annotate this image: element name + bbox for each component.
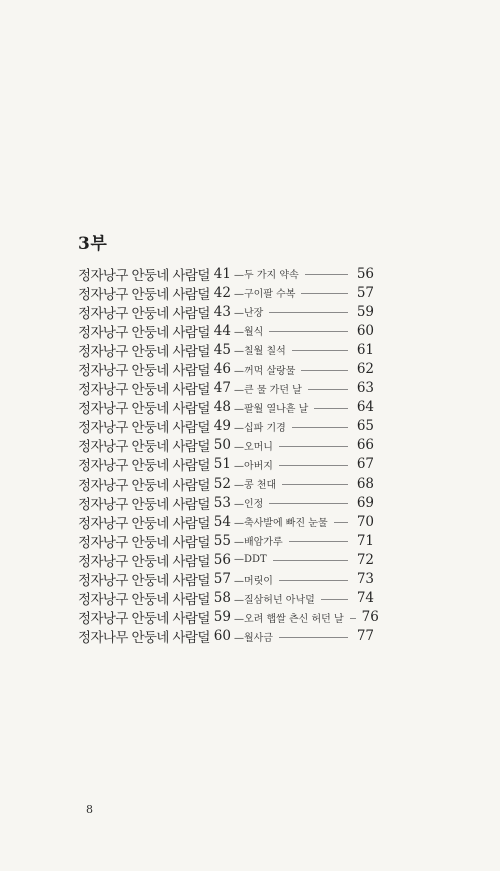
toc-entry-subtitle: —두 가지 약속 [233, 270, 299, 282]
toc-entry-page: 67 [356, 456, 374, 473]
toc-entry-number: 55 [213, 532, 231, 549]
toc-entry-page: 57 [356, 284, 374, 301]
toc-entry-page: 74 [356, 590, 374, 607]
toc-entry-subtitle: —구이팔 수복 [233, 289, 296, 301]
toc-entry-page: 72 [356, 551, 374, 568]
toc-entry-title: 정자낭구 안둥네 사람덜 [78, 305, 210, 322]
toc-leader-line [350, 618, 356, 619]
toc-entry [78, 570, 374, 589]
toc-entry-page: 63 [356, 380, 374, 397]
toc-entry-subtitle: —DDT [233, 554, 267, 566]
toc-leader-line [308, 389, 348, 390]
toc-leader-line [269, 312, 348, 313]
toc-entry-title: 정자나무 안둥네 사람덜 [78, 630, 210, 647]
toc-entry [78, 302, 374, 321]
toc-entry-number: 50 [213, 437, 231, 454]
toc-entry [78, 379, 374, 398]
toc-leader-line [273, 560, 348, 561]
toc-entry-title: 정자낭구 안둥네 사람덜 [78, 592, 210, 609]
toc-entry-page: 64 [356, 399, 374, 416]
toc-entry [78, 417, 374, 436]
page-number: 8 [86, 803, 93, 816]
toc-entry-number: 52 [213, 475, 231, 492]
toc-entry-page: 59 [356, 303, 374, 320]
toc-leader-line [282, 484, 348, 485]
toc-entry-title: 정자낭구 안둥네 사람덜 [78, 477, 210, 494]
toc-leader-line [292, 350, 348, 351]
toc-entry-page: 69 [356, 494, 374, 511]
toc-entry [78, 436, 374, 455]
toc-entry-page: 73 [356, 571, 374, 588]
toc-entry [78, 493, 374, 512]
toc-entry [78, 283, 374, 302]
toc-entry-number: 53 [213, 494, 231, 511]
toc-entry-title: 정자낭구 안둥네 사람덜 [78, 458, 210, 475]
toc-entry [78, 589, 374, 608]
toc-entry-page: 77 [356, 628, 374, 645]
toc-entry-title: 정자낭구 안둥네 사람덜 [78, 439, 210, 456]
toc-entry-title: 정자낭구 안둥네 사람덜 [78, 611, 210, 628]
toc-leader-line [301, 370, 348, 371]
toc-leader-line [279, 637, 348, 638]
toc-entry-number: 41 [213, 265, 231, 282]
toc-entry-title: 정자낭구 안둥네 사람덜 [78, 286, 210, 303]
toc-entry-title: 정자낭구 안둥네 사람덜 [78, 515, 210, 532]
toc-entry-subtitle: —아버지 [233, 460, 273, 472]
toc-entry-subtitle: —인정 [233, 499, 264, 511]
toc-leader-line [269, 331, 348, 332]
toc-entry-page: 56 [356, 265, 374, 282]
toc-entry-title: 정자낭구 안둥네 사람덜 [78, 324, 210, 341]
toc-leader-line [334, 522, 348, 523]
toc-entry-subtitle: —머릿이 [233, 575, 273, 587]
toc-entry-subtitle: —꺼먹 살랑물 [233, 365, 296, 377]
toc-entry-number: 54 [213, 513, 231, 530]
toc-entry-number: 60 [213, 628, 231, 645]
toc-entry-subtitle: —월식 [233, 327, 264, 339]
toc-entry-number: 44 [213, 322, 231, 339]
toc-entry-number: 51 [213, 456, 231, 473]
toc-entry-title: 정자낭구 안둥네 사람덜 [78, 573, 210, 590]
toc-leader-line [321, 599, 348, 600]
toc-entry-subtitle: —십파 기경 [233, 422, 286, 434]
toc-entry-number: 43 [213, 303, 231, 320]
toc-entry-subtitle: —오머니 [233, 441, 273, 453]
toc-entry-page: 61 [356, 341, 374, 358]
toc-entry [78, 512, 374, 531]
toc-leader-line [289, 541, 348, 542]
toc-entry-page: 76 [361, 609, 379, 626]
toc-entry-subtitle: —칠월 칠석 [233, 346, 286, 358]
toc-entry-number: 49 [213, 418, 231, 435]
toc-entry [78, 550, 374, 569]
toc-leader-line [279, 465, 348, 466]
toc-entry [78, 627, 374, 646]
toc-entry-page: 68 [356, 475, 374, 492]
toc-entry [78, 398, 374, 417]
toc-entry-page: 71 [356, 532, 374, 549]
toc-entry [78, 531, 374, 550]
toc-leader-line [269, 503, 348, 504]
toc-entry-number: 48 [213, 399, 231, 416]
toc-entry [78, 359, 374, 378]
table-of-contents [78, 264, 379, 647]
toc-leader-line [292, 427, 348, 428]
toc-entry-subtitle: —월사금 [233, 632, 273, 644]
toc-entry-page: 62 [356, 361, 374, 378]
toc-entry-page: 65 [356, 418, 374, 435]
toc-entry-subtitle: —큰 물 가던 날 [233, 384, 302, 396]
toc-leader-line [314, 408, 348, 409]
toc-entry-title: 정자낭구 안둥네 사람덜 [78, 496, 210, 513]
toc-entry-page: 66 [356, 437, 374, 454]
toc-entry-number: 47 [213, 380, 231, 397]
toc-entry-subtitle: —난장 [233, 308, 264, 320]
toc-entry-subtitle: —질삼허넌 아낙덜 [233, 594, 315, 606]
toc-entry-number: 59 [213, 609, 231, 626]
toc-entry-title: 정자낭구 안둥네 사람덜 [78, 534, 210, 551]
toc-entry-subtitle: —콩 천대 [233, 480, 277, 492]
toc-entry-subtitle: —팔월 열나흗 날 [233, 403, 309, 415]
toc-entry [78, 455, 374, 474]
toc-entry-number: 45 [213, 341, 231, 358]
toc-leader-line [301, 293, 348, 294]
toc-entry-subtitle: —오려 햅쌀 츤신 허던 날 [233, 613, 344, 625]
toc-leader-line [305, 274, 348, 275]
toc-entry-number: 58 [213, 590, 231, 607]
toc-entry [78, 321, 374, 340]
toc-entry-title: 정자낭구 안둥네 사람덜 [78, 343, 210, 360]
section-title: 3부 [78, 234, 108, 254]
toc-entry-title: 정자낭구 안둥네 사람덜 [78, 401, 210, 418]
toc-entry-subtitle: —축사발에 빠진 눈물 [233, 518, 328, 530]
toc-entry-title: 정자낭구 안둥네 사람덜 [78, 363, 210, 380]
toc-entry-title: 정자낭구 안둥네 사람덜 [78, 382, 210, 399]
toc-entry-number: 46 [213, 361, 231, 378]
toc-entry-number: 56 [213, 551, 231, 568]
toc-entry-subtitle: —배암가루 [233, 537, 283, 549]
toc-entry-page: 60 [356, 322, 374, 339]
toc-entry [78, 608, 379, 628]
toc-entry [78, 264, 374, 283]
toc-entry [78, 340, 374, 359]
toc-entry-number: 42 [213, 284, 231, 301]
toc-leader-line [279, 580, 348, 581]
toc-leader-line [279, 446, 348, 447]
toc-entry-title: 정자낭구 안둥네 사람덜 [78, 553, 210, 570]
toc-entry [78, 474, 374, 493]
toc-entry-title: 정자낭구 안둥네 사람덜 [78, 420, 210, 437]
toc-entry-number: 57 [213, 571, 231, 588]
toc-entry-title: 정자낭구 안둥네 사람덜 [78, 267, 210, 284]
toc-entry-page: 70 [356, 513, 374, 530]
